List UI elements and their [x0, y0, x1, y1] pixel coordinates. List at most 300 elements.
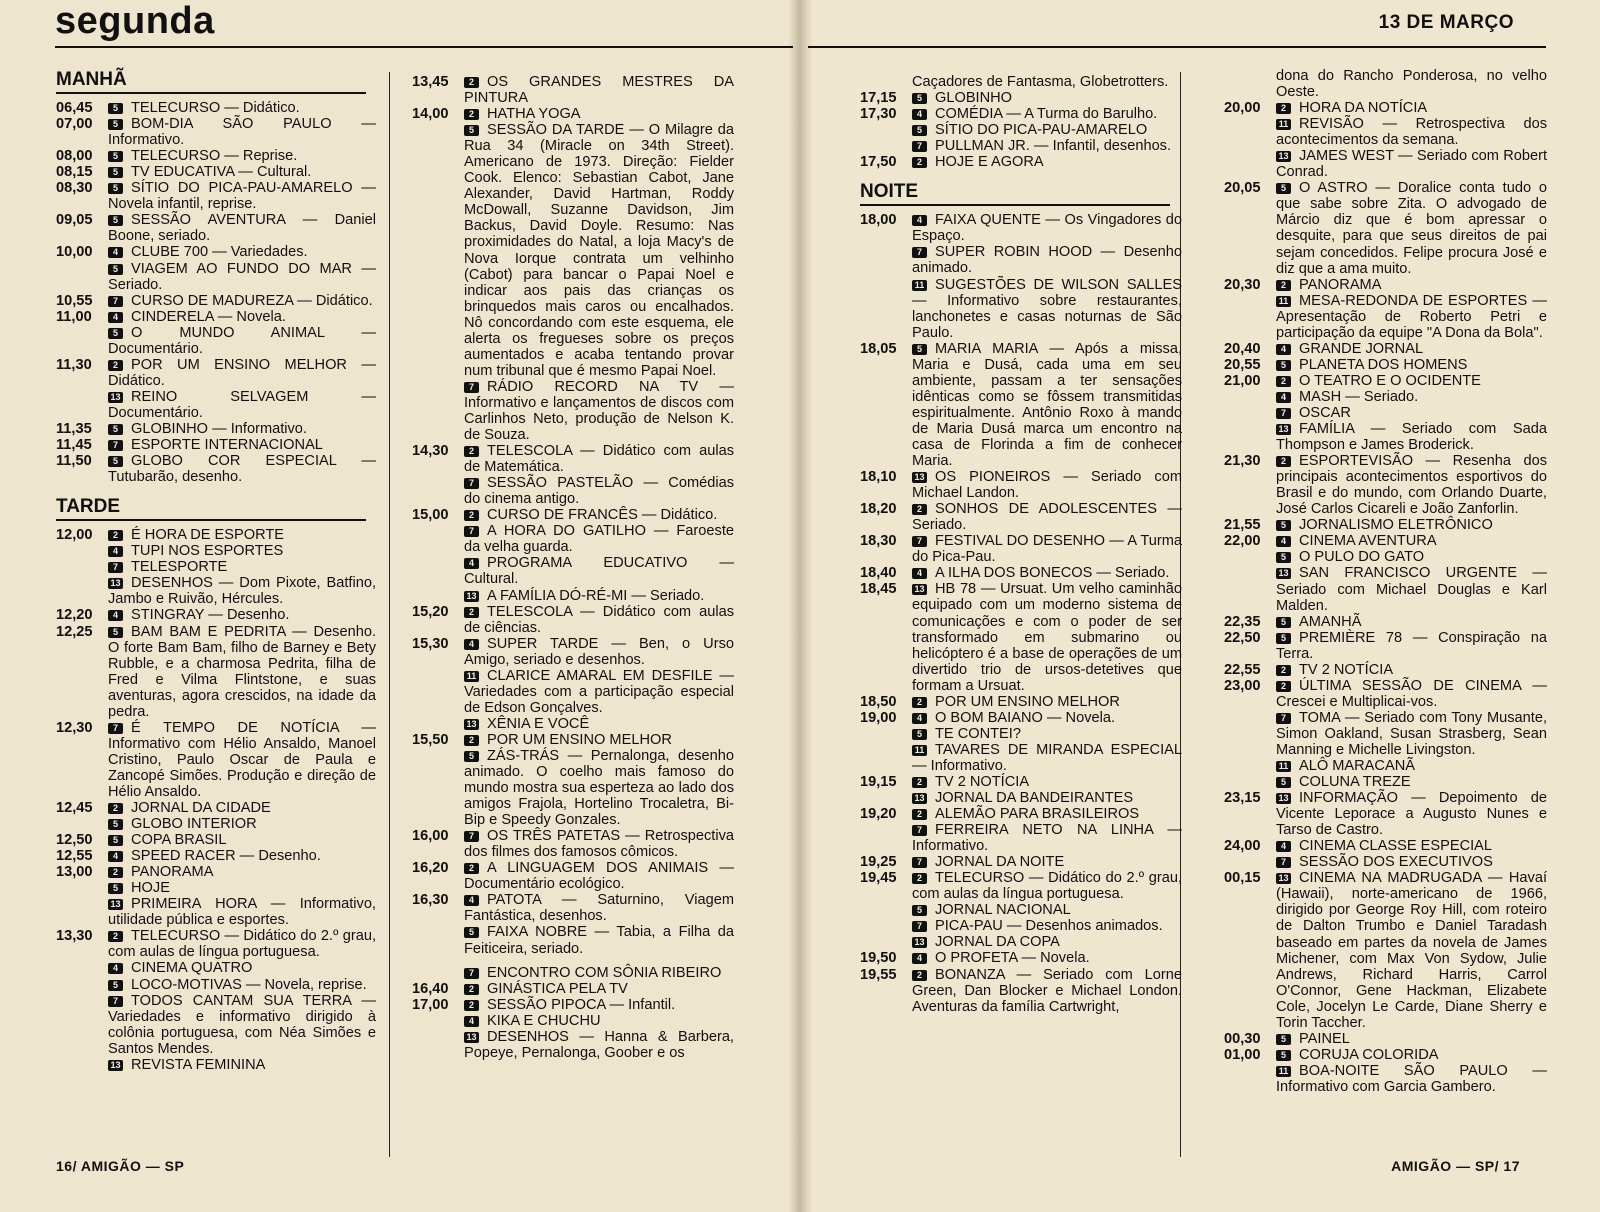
entry-time: 16,30 [412, 892, 449, 909]
schedule-entry [412, 860, 734, 892]
schedule-entry [412, 523, 734, 555]
schedule-entry [1224, 678, 1547, 710]
entry-time: 12,55 [56, 848, 93, 865]
schedule-entry [56, 800, 376, 816]
entry-text: PAINEL [1299, 1030, 1350, 1047]
schedule-entry [412, 636, 734, 668]
entry-text: FAIXA QUENTE — Os Vingadores do Espaço. [912, 212, 1182, 245]
entry-text-wrap [1276, 277, 1547, 293]
entry-text-wrap [464, 892, 734, 924]
entry-text: CURSO DE FRANCÊS — Didático. [487, 507, 718, 524]
entry-text-wrap [1276, 148, 1547, 180]
entry-text: A FAMÍLIA DÓ-RÉ-MI — Seriado. [487, 587, 705, 604]
entry-time [56, 816, 108, 832]
schedule-entry [860, 212, 1182, 244]
entry-time: 18,30 [860, 533, 897, 550]
schedule-entry [860, 934, 1182, 950]
entry-text: ESPORTEVISÃO — Resenha dos principais acontecimentos esportivos do Brasil e do mundo, com Orlando Duarte, José Carlos Cicareli e João Zanforlin. [1276, 453, 1547, 518]
entry-text: HATHA YOGA [487, 106, 581, 123]
entry-time [412, 122, 464, 379]
schedule-entry [1224, 68, 1547, 100]
schedule-entry [1224, 710, 1547, 758]
entry-text-wrap [1276, 421, 1547, 453]
entry-time [412, 716, 464, 732]
entry-text: SONHOS DE ADOLESCENTES — Seriado. [912, 501, 1182, 534]
entry-text-wrap [1276, 116, 1547, 148]
schedule-entry [860, 154, 1182, 170]
entry-text-wrap [108, 293, 376, 309]
entry-time: 11,00 [56, 308, 92, 325]
schedule-entry [860, 244, 1182, 276]
entry-text-wrap [464, 965, 734, 981]
channel-badge-icon: 7 [464, 526, 479, 537]
channel-badge-icon: 4 [1276, 841, 1291, 852]
entry-time: 16,00 [412, 828, 449, 845]
schedule-entry [1224, 1063, 1547, 1095]
entry-time [860, 918, 912, 934]
schedule-entry [860, 902, 1182, 918]
entry-text: JORNAL DA BANDEIRANTES [935, 790, 1134, 807]
channel-badge-icon: 13 [464, 591, 479, 602]
entry-text: OS GRANDES MESTRES DA PINTURA [464, 74, 734, 107]
schedule-entry [860, 950, 1182, 966]
channel-badge-icon: 5 [108, 627, 123, 638]
channel-badge-icon: 13 [108, 392, 123, 403]
schedule-entry [1224, 662, 1547, 678]
channel-badge-icon: 5 [1276, 520, 1291, 531]
channel-badge-icon: 7 [1276, 713, 1291, 724]
channel-badge-icon: 2 [464, 446, 479, 457]
entry-text-wrap [912, 90, 1182, 106]
schedule-entry [860, 790, 1182, 806]
schedule-entry [412, 828, 734, 860]
entry-text: SUGESTÕES DE WILSON SALLES — Informativo sobre restaurantes, lanchonetes e casas noturnas de São Paulo. [912, 276, 1182, 341]
entry-text: ALÔ MARACANÃ [1299, 758, 1415, 775]
entry-text: PICA-PAU — Desenhos animados. [935, 918, 1163, 935]
entry-time [412, 1013, 464, 1029]
entry-text-wrap [108, 993, 376, 1057]
schedule-entry [412, 668, 734, 716]
entry-time [412, 965, 464, 981]
entry-text: PANORAMA [131, 864, 214, 881]
schedule-entry [412, 122, 734, 379]
entry-text-wrap [912, 854, 1182, 870]
entry-text-wrap [108, 575, 376, 607]
entry-text: SESSÃO PASTELÃO — Comédias do cinema antigo. [464, 475, 734, 508]
entry-text: PULLMAN JR. — Infantil, desenhos. [935, 138, 1172, 155]
channel-badge-icon: 5 [108, 103, 123, 114]
entry-time [56, 1057, 108, 1073]
entry-text-wrap [464, 924, 734, 956]
entry-time: 20,00 [1224, 100, 1261, 117]
schedule-entry [1224, 870, 1547, 1030]
channel-badge-icon: 13 [108, 1060, 123, 1071]
schedule-entry [860, 710, 1182, 726]
channel-badge-icon: 7 [108, 996, 123, 1007]
entry-text-wrap [912, 934, 1182, 950]
channel-badge-icon: 5 [912, 344, 927, 355]
schedule-entry [1224, 389, 1547, 405]
channel-badge-icon: 4 [108, 546, 123, 557]
schedule-entry [412, 106, 734, 122]
entry-text-wrap [1276, 710, 1547, 758]
entry-text: POR UM ENSINO MELHOR [935, 693, 1120, 710]
entry-time: 13,00 [56, 864, 93, 881]
entry-text: JORNAL NACIONAL [935, 902, 1071, 919]
entry-text: CLARICE AMARAL EM DESFILE — Variedades com a participação especial de Edson Gonçalves. [464, 667, 734, 716]
entry-text: OS TRÊS PATETAS — Retrospectiva dos filmes dos famosos cômicos. [464, 828, 734, 861]
schedule-entry [1224, 1031, 1547, 1047]
entry-time: 11,30 [56, 356, 92, 373]
schedule-entry [1224, 565, 1547, 613]
channel-badge-icon: 5 [108, 151, 123, 162]
channel-badge-icon: 5 [464, 751, 479, 762]
entry-time: 20,55 [1224, 356, 1261, 373]
entry-time: 14,00 [412, 106, 449, 123]
channel-badge-icon: 5 [1276, 633, 1291, 644]
entry-time: 19,20 [860, 806, 897, 823]
entry-time: 20,40 [1224, 340, 1261, 357]
schedule-entry [860, 341, 1182, 469]
date-title: 13 DE MARÇO [1378, 12, 1514, 33]
schedule-entry [412, 74, 734, 106]
entry-text: AMANHÃ [1299, 613, 1362, 630]
entry-text-wrap [912, 277, 1182, 341]
channel-badge-icon: 13 [1276, 424, 1291, 435]
entry-time: 18,50 [860, 693, 897, 710]
entry-time [1224, 549, 1276, 565]
schedule-entry [860, 469, 1182, 501]
channel-badge-icon: 7 [464, 831, 479, 842]
entry-time [56, 559, 108, 575]
entry-text-wrap [1276, 614, 1547, 630]
entry-text-wrap [464, 443, 734, 475]
entry-text-wrap [464, 828, 734, 860]
entry-time: 09,05 [56, 212, 93, 229]
entry-text: DESENHOS — Dom Pixote, Batfino, Jambo e Ruivão, Hércules. [108, 575, 376, 608]
entry-text: MASH — Seriado. [1299, 388, 1419, 405]
channel-badge-icon: 2 [1276, 280, 1291, 291]
entry-time: 16,20 [412, 860, 449, 877]
channel-badge-icon: 2 [912, 697, 927, 708]
channel-badge-icon: 2 [108, 931, 123, 942]
channel-badge-icon: 4 [464, 1016, 479, 1027]
channel-badge-icon: 2 [1276, 681, 1291, 692]
entry-time: 17,00 [412, 996, 449, 1013]
entry-text: BOA-NOITE SÃO PAULO — Informativo com Garcia Gambero. [1276, 1062, 1547, 1095]
entry-text: O PROFETA — Novela. [935, 950, 1090, 967]
entry-text-wrap [912, 469, 1182, 501]
schedule-entry [860, 774, 1182, 790]
entry-text-wrap [108, 116, 376, 148]
entry-text-wrap [1276, 357, 1547, 373]
entry-time: 16,40 [412, 980, 449, 997]
channel-badge-icon: 13 [912, 937, 927, 948]
entry-text: TELECURSO — Didático do 2.º grau, com aulas da língua portuguesa. [912, 870, 1182, 903]
entry-text: COLUNA TREZE [1299, 774, 1411, 791]
schedule-entry [1224, 405, 1547, 421]
channel-badge-icon: 5 [108, 835, 123, 846]
entry-text-wrap [464, 636, 734, 668]
entry-time: 07,00 [56, 116, 93, 133]
entry-text-wrap [1276, 630, 1547, 662]
channel-badge-icon: 4 [1276, 536, 1291, 547]
entry-text-wrap [912, 902, 1182, 918]
entry-text: O BOM BAIANO — Novela. [935, 709, 1116, 726]
channel-badge-icon: 2 [464, 109, 479, 120]
entry-time [412, 555, 464, 587]
entry-text-wrap [464, 122, 734, 379]
entry-time: 22,55 [1224, 661, 1261, 678]
schedule-entry [56, 1057, 376, 1073]
schedule-entry [56, 977, 376, 993]
entry-time [860, 742, 912, 774]
entry-text: TV EDUCATIVA — Cultural. [131, 164, 312, 181]
entry-text: ALEMÃO PARA BRASILEIROS [935, 806, 1140, 823]
entry-text: SESSÃO DA TARDE — O Milagre da Rua 34 (Miracle on 34th Street). Americano de 1973. Direção: Fielder Cook. Elenco: Sebastian Cabot, Jane Alexander, David Hartman, Roddy McDowall, Suzanne Davidson, Jim Backus, David Doyle. Resumo: Nas proximidades do Natal, a loja Macy's de Nova Iorque contrata um velhinho (Cabot) para bancar o Papai Noel e indicar aos pais das crianças os brinquedos mais caros ou encalhados. Nô concordando com este esquema, ele alerta os fregueses sobre os preços aumentados e acaba tentando provar num tribunal que é mesmo Papai Noel. [464, 122, 734, 379]
entry-text: REVISTA FEMININA [131, 1056, 266, 1073]
channel-badge-icon: 5 [464, 125, 479, 136]
entry-time: 15,30 [412, 635, 449, 652]
entry-text-wrap [108, 624, 376, 720]
entry-text: JORNAL DA CIDADE [131, 800, 271, 817]
channel-badge-icon: 11 [1276, 1066, 1291, 1077]
schedule-entry [56, 309, 376, 325]
entry-text-wrap [108, 164, 376, 180]
channel-badge-icon: 4 [464, 558, 479, 569]
entry-time: 06,45 [56, 100, 93, 117]
entry-text-wrap [464, 379, 734, 443]
schedule-entry [1224, 854, 1547, 870]
schedule-entry [860, 822, 1182, 854]
entry-time: 20,05 [1224, 180, 1261, 197]
channel-badge-icon: 7 [108, 296, 123, 307]
entry-text-wrap [108, 421, 376, 437]
entry-text: REVISÃO — Retrospectiva dos acontecimentos da semana. [1276, 116, 1547, 149]
entry-text-wrap [912, 106, 1182, 122]
entry-text: TELECURSO — Didático. [131, 100, 300, 117]
channel-badge-icon: 5 [108, 167, 123, 178]
channel-badge-icon: 7 [464, 382, 479, 393]
entry-text: O ASTRO — Doralice conta tudo o que sabe sobre Zita. O advogado de Márcio diz que é bom apressar o desquite, para que seus direitos de pai sejam concedidos. Felipe procura José e diz que a ama muito. [1276, 180, 1547, 277]
entry-time: 11,50 [56, 453, 92, 470]
schedule-entry [860, 742, 1182, 774]
channel-badge-icon: 4 [108, 610, 123, 621]
entry-time: 21,30 [1224, 453, 1261, 470]
schedule-entry [56, 212, 376, 244]
entry-time: 19,15 [860, 773, 897, 790]
entry-text: É HORA DE ESPORTE [131, 527, 285, 544]
entry-text-wrap [108, 607, 376, 623]
entry-text: TAVARES DE MIRANDA ESPECIAL — Informativo. [912, 741, 1182, 774]
entry-text-wrap [108, 816, 376, 832]
entry-text-wrap [912, 501, 1182, 533]
entry-time: 08,15 [56, 164, 93, 181]
entry-time [56, 993, 108, 1057]
entry-time [56, 896, 108, 928]
channel-badge-icon: 13 [108, 578, 123, 589]
entry-text: O PULO DO GATO [1299, 549, 1425, 566]
channel-badge-icon: 4 [912, 109, 927, 120]
entry-text: TELESCOLA — Didático com aulas de ciências. [464, 603, 734, 636]
schedule-entry [56, 527, 376, 543]
entry-text: SAN FRANCISCO URGENTE — Seriado com Michael Douglas e Karl Malden. [1276, 565, 1547, 614]
entry-text: INFORMAÇÃO — Depoimento de Vicente Leporace a Augusto Nunes e Tarso de Castro. [1276, 790, 1547, 839]
entry-text: XÊNIA E VOCÊ [487, 715, 590, 732]
channel-badge-icon: 5 [108, 819, 123, 830]
schedule-entry [56, 559, 376, 575]
schedule-entry [860, 106, 1182, 122]
entry-time: 22,00 [1224, 533, 1261, 550]
entry-text-wrap [108, 864, 376, 880]
entry-text: PATOTA — Saturnino, Viagem Fantástica, desenhos. [464, 892, 734, 925]
entry-text-wrap [912, 967, 1182, 1015]
channel-badge-icon: 2 [912, 970, 927, 981]
channel-badge-icon: 5 [108, 264, 123, 275]
entry-time [1224, 68, 1276, 100]
entry-time: 21,55 [1224, 517, 1261, 534]
column-2 [412, 74, 734, 1061]
channel-badge-icon: 2 [464, 863, 479, 874]
entry-time [860, 902, 912, 918]
entry-text: GINÁSTICA PELA TV [487, 980, 628, 997]
entry-text-wrap [464, 1029, 734, 1061]
entry-text-wrap [108, 559, 376, 575]
entry-time [860, 822, 912, 854]
section-heading: MANHÃ [56, 72, 366, 94]
channel-badge-icon: 2 [912, 873, 927, 884]
channel-badge-icon: 11 [464, 671, 479, 682]
entry-time [1224, 774, 1276, 790]
entry-text: PRIMEIRA HORA — Informativo, utilidade pública e esportes. [108, 896, 376, 929]
channel-badge-icon: 5 [912, 729, 927, 740]
entry-text: PANORAMA [1299, 276, 1382, 293]
entry-text: ZÁS-TRÁS — Pernalonga, desenho animado. O coelho mais famoso do mundo mostra sua esperteza ao lado dos amigos Frajola, Hortelino Trocaletra, Bi-Bip e Speedy Gonzales. [464, 747, 734, 829]
schedule-entry [56, 864, 376, 880]
schedule-entry [1224, 630, 1547, 662]
channel-badge-icon: 2 [108, 360, 123, 371]
entry-time [860, 934, 912, 950]
schedule-entry [412, 555, 734, 587]
entry-time [1224, 116, 1276, 148]
channel-badge-icon: 7 [912, 247, 927, 258]
channel-badge-icon: 4 [1276, 344, 1291, 355]
entry-text: TELESPORTE [131, 559, 228, 576]
entry-text: STINGRAY — Desenho. [131, 607, 290, 624]
entry-text-wrap [464, 716, 734, 732]
entry-text: PLANETA DOS HOMENS [1299, 356, 1468, 373]
schedule-entry [412, 716, 734, 732]
entry-text: FESTIVAL DO DESENHO — A Turma do Pica-Pau. [912, 533, 1182, 566]
entry-time: 19,50 [860, 950, 897, 967]
entry-text-wrap [912, 122, 1182, 138]
schedule-entry [56, 832, 376, 848]
entry-text-wrap [1276, 1031, 1547, 1047]
entry-text: CINDERELA — Novela. [131, 308, 286, 325]
channel-badge-icon: 2 [464, 1000, 479, 1011]
schedule-entry [860, 870, 1182, 902]
schedule-entry [56, 960, 376, 976]
entry-time: 11,45 [56, 437, 92, 454]
entry-time: 12,30 [56, 719, 93, 736]
entry-text-wrap [1276, 533, 1547, 549]
entry-text: GLOBO COR ESPECIAL — Tutubarão, desenho. [108, 453, 376, 486]
schedule-entry [1224, 774, 1547, 790]
entry-text-wrap [1276, 453, 1547, 517]
entry-time: 08,30 [56, 180, 93, 197]
entry-text: HOJE E AGORA [935, 154, 1044, 171]
entry-text: TOMA — Seriado com Tony Musante, Simon Oakland, Susan Strasberg, Sean Manning e Michelle Livingston. [1276, 709, 1547, 758]
entry-text: HORA DA NOTÍCIA [1299, 100, 1428, 117]
schedule-entry [1224, 357, 1547, 373]
entry-text-wrap [1276, 373, 1547, 389]
channel-badge-icon: 11 [1276, 761, 1291, 772]
channel-badge-icon: 11 [1276, 119, 1291, 130]
entry-time: 12,25 [56, 623, 93, 640]
entry-time [1224, 405, 1276, 421]
entry-text: TE CONTEI? [935, 725, 1021, 742]
entry-text-wrap [912, 950, 1182, 966]
entry-text-wrap [464, 732, 734, 748]
channel-badge-icon: 5 [108, 424, 123, 435]
channel-badge-icon: 11 [912, 745, 927, 756]
schedule-entry [56, 357, 376, 389]
entry-time [1224, 389, 1276, 405]
entry-time [860, 790, 912, 806]
schedule-entry [412, 1013, 734, 1029]
channel-badge-icon: 5 [108, 328, 123, 339]
entry-text: GLOBINHO [935, 90, 1013, 107]
entry-text-wrap [464, 588, 734, 604]
channel-badge-icon: 4 [108, 963, 123, 974]
entry-time [1224, 854, 1276, 870]
channel-badge-icon: 7 [464, 478, 479, 489]
entry-time: 21,00 [1224, 372, 1261, 389]
entry-text-wrap [464, 604, 734, 636]
entry-text: SUPER ROBIN HOOD — Desenho animado. [912, 244, 1182, 277]
entry-time [56, 543, 108, 559]
schedule-entry [1224, 533, 1547, 549]
entry-time [412, 1029, 464, 1061]
entry-text-wrap [912, 154, 1182, 170]
channel-badge-icon: 5 [1276, 1050, 1291, 1061]
schedule-entry [1224, 614, 1547, 630]
entry-text-wrap [464, 860, 734, 892]
entry-time: 19,25 [860, 854, 897, 871]
schedule-entry [56, 720, 376, 800]
day-title: segunda [55, 0, 215, 42]
entry-text-wrap [464, 106, 734, 122]
entry-time: 12,45 [56, 800, 93, 817]
entry-text-wrap [108, 1057, 376, 1073]
schedule-entry [412, 748, 734, 828]
entry-time: 22,50 [1224, 629, 1261, 646]
channel-badge-icon: 2 [464, 735, 479, 746]
entry-time: 11,35 [56, 420, 92, 437]
entry-text: SPEED RACER — Desenho. [131, 848, 321, 865]
entry-time: 18,40 [860, 565, 897, 582]
entry-time: 15,20 [412, 603, 449, 620]
entry-time [412, 924, 464, 956]
entry-text: KIKA E CHUCHU [487, 1012, 601, 1029]
entry-time: 18,20 [860, 501, 897, 518]
entry-text-wrap [108, 880, 376, 896]
entry-text: GRANDE JORNAL [1299, 340, 1424, 357]
schedule-entry [412, 443, 734, 475]
entry-text: SESSÃO DOS EXECUTIVOS [1299, 854, 1493, 871]
channel-badge-icon: 5 [1276, 617, 1291, 628]
schedule-entry [412, 965, 734, 981]
